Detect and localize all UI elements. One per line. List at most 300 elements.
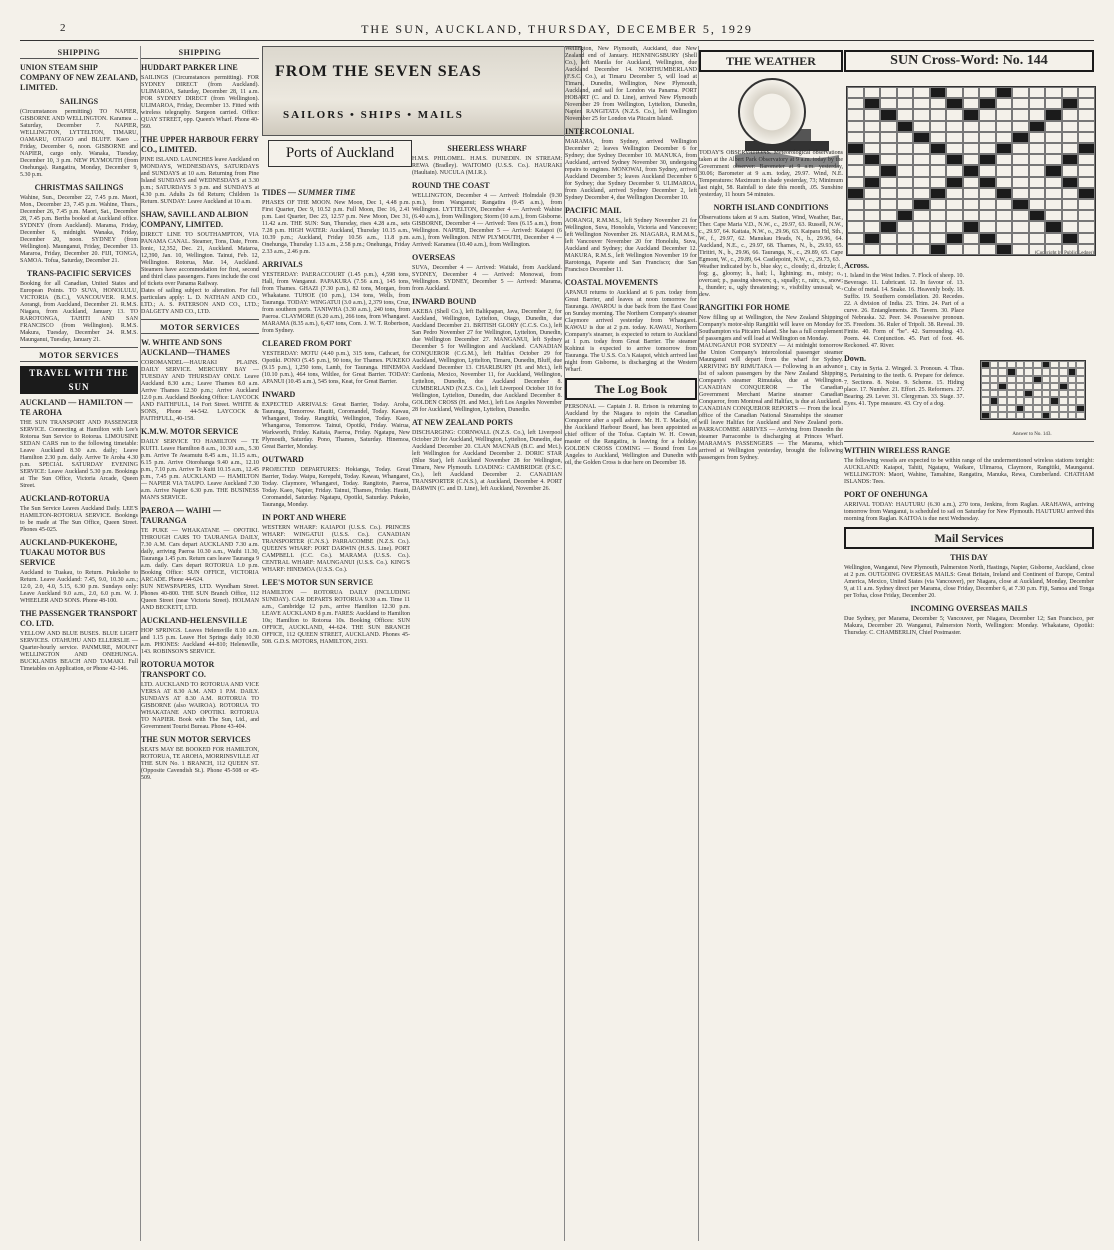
crossword-cell — [930, 87, 947, 98]
answer-cell — [990, 397, 999, 404]
answer-cell — [1076, 383, 1085, 390]
answer-cell — [998, 405, 1007, 412]
crossword-cell — [1045, 165, 1062, 176]
answer-cell — [1024, 361, 1033, 368]
crossword-cell — [930, 165, 947, 176]
crossword-cell — [1045, 98, 1062, 109]
crossword-cell — [1012, 244, 1029, 255]
answer-cell — [1068, 412, 1077, 419]
crossword-cell — [1029, 143, 1046, 154]
answer-cell — [1016, 368, 1025, 375]
ad-title: AUCKLAND — HAMILTON — TE AROHA — [20, 398, 133, 417]
crossword-cell — [897, 154, 914, 165]
crossword-cell — [930, 188, 947, 199]
answer-cell — [1033, 412, 1042, 419]
crossword-cell — [864, 188, 881, 199]
crossword-cell — [864, 199, 881, 210]
column-intercolonial — [564, 46, 697, 1241]
crossword-cell — [1062, 188, 1079, 199]
crossword-cell — [996, 210, 1013, 221]
crossword-cell — [1045, 143, 1062, 154]
article-body: AKEBA (Shell Co.), left Balikpapan, Java, December 2, for Auckland, Wellington, Lyttelton, Otago, Dunedin, due Auckland December 21. BRITISH GLORY (C.C.S. Co.), left San Pedro November 27 for Wellington, Lyttelton, Dunedin, due Wellington December 27. MANGANUI, left Sydney December 5 for Wellington and Auckland. CANADIAN CONQUEROR (C.G.M.), left Halifax October 29 for Auckland, Wellington, Lyttelton, Timaru, Dunedin, Bluff, due Auckland December 13. CHARLBURY (H. and Mct.), left Cardonia, Mexico, November 11, for Auckland, Wellington, Lyttelton, Dunedin, due Auckland December 8. CUMBERLAND (N.Z.S. Co.), left Liverpool October 18 for Wellington, Lyttelton, Dunedin, due Auckland December 8. GOLDEN CROSS (H. and Mct.), left Los Angeles November 28 for Auckland, Wellington, Lyttelton, Dunedin. — [412, 309, 562, 413]
crossword-cell — [913, 154, 930, 165]
answer-cell — [1042, 361, 1051, 368]
section-heading: COASTAL MOVEMENTS — [565, 278, 658, 287]
crossword-cell — [847, 98, 864, 109]
crossword-cell — [946, 244, 963, 255]
crossword-cell — [1078, 98, 1095, 109]
crossword-cell — [1012, 87, 1029, 98]
crossword-cell — [897, 109, 914, 120]
article-body: YESTERDAY: PAERACCOURT (1.45 p.m.), 4,598 tons, Hall, from Wanganui. PAPAKURA (7.56 a.m.), 145 tons, from Thames. GHAZI (7.30 p.m.), 82 tons, Morgan, from Whakatane. TUHOE (10 p.m.), 134 tons, Wells, from Tauranga. TODAY: WINGATUI (3.0 a.m.), 2,379 tons, Cruz, from southern ports. TANIWHA (3.30 a.m.), 240 tons, from Paeroa. CLAYMORE (6.20 a.m.), 266 tons, from Whangarei. MARAMA (8.35 a.m.), 6,437 tons, Com. J. W. T. Robertson, from Sydney. — [262, 272, 410, 334]
answer-cell — [1068, 376, 1077, 383]
article-body: WELLINGTON, December 4 — Arrived: Holmdale (9.30 p.m.), from Wanganui; Rangatira (9.45 a.m.), from Wellington. LYTTELTON, December 4 — Arrived: Wahine (6.40 a.m.), from Wellington; Storm (10 a.m.), from Gisborne. GISBORNE, December 4 — Arrived: Tees (6.15 a.m.), from Wellington. NAPIER, December 5 — Arrived: Kaiapoi (6 a.m.), from Wellington. NEW PLYMOUTH, December 4 — Arrived: Karamea (10.40 a.m.), from Wellington. — [412, 193, 562, 248]
answer-cell — [990, 405, 999, 412]
crossword-cell — [979, 109, 996, 120]
answer-cell — [1033, 383, 1042, 390]
article-body: TODAY'S OBSERVATIONS. Meteorological observations taken at the Albert Park Observatory at 9 a.m. today by the Government observer: Barometer at 9 a.m. yesterday, 30.06; Barometer at 9 a.m. today, 29.97. Wind, N.E. Temperatures: Maximum in shade yesterday, 73; Minimum last night, 58. Rainfall to date this month, .05. Sunshine yesterday, 11 hours 54 minutes. — [699, 150, 843, 198]
answer-cell — [1007, 390, 1016, 397]
crossword-cell — [1012, 188, 1029, 199]
crossword-cell — [963, 188, 980, 199]
crossword-cell — [930, 210, 947, 221]
crossword-cell — [1045, 188, 1062, 199]
crossword-cell — [979, 177, 996, 188]
article-body: LTD. AUCKLAND TO ROTORUA AND VICE VERSA AT 8.30 A.M. AND 1 P.M. DAILY. SUNDAYS AT 8.30 A.M. ROTORUA TO GISBORNE (also WAIROA). ROTORUA TO WHAKATANE AND OPOTIKI. ROTORUA TO NAPIER. Book with The Sun, Ltd., and Government Tourist Bureau. Phone 43-404. — [141, 682, 259, 730]
section-heading: ROUND THE COAST — [412, 181, 490, 190]
crossword-cell — [979, 244, 996, 255]
crossword-cell — [996, 121, 1013, 132]
answer-cell — [1068, 405, 1077, 412]
crossword-cell — [880, 165, 897, 176]
crossword-cell — [963, 210, 980, 221]
crossword-cell — [1062, 98, 1079, 109]
crossword-cell — [913, 210, 930, 221]
section-heading: NORTH ISLAND CONDITIONS — [713, 203, 829, 212]
crossword-cell — [979, 199, 996, 210]
crossword-cell — [996, 233, 1013, 244]
crossword-cell — [946, 210, 963, 221]
section-heading: SHEERLESS WHARF — [447, 144, 527, 153]
answer-cell — [998, 390, 1007, 397]
section-heading: INWARD BOUND — [412, 297, 477, 306]
crossword-cell — [930, 154, 947, 165]
crossword-cell — [847, 188, 864, 199]
crossword-cell — [1078, 177, 1095, 188]
crossword-cell — [1078, 154, 1095, 165]
article-body: Wellington, New Plymouth, Auckland, due New Zealand end of January. HENNINGSBURY (Shell Co.), left Manila for Auckland, Wellington, due Auckland December 14. NORTHUMBERLAND (F.S.C. Co.), at Timaru December 5, will load at Timaru, Dunedin, Wellington, New Plymouth, Auckland, and sail for London via Panama. PORT HOBART (C. and D. Line), arrived New Plymouth November 29 from Wellington, Lyttelton, Dunedin, Napier. RANGITATA (N.Z.S. Co.), left Wellington November 25 for London via Pitcairn Island. — [565, 46, 697, 122]
answer-cell — [1068, 368, 1077, 375]
crossword-cell — [897, 210, 914, 221]
crossword-cell — [946, 132, 963, 143]
crossword-cell — [1012, 221, 1029, 232]
crossword-cell — [847, 221, 864, 232]
weather-title: THE WEATHER — [699, 50, 843, 72]
section-heading: OUTWARD — [262, 455, 304, 464]
crossword-cell — [1012, 199, 1029, 210]
crossword-cell — [847, 109, 864, 120]
article-body: DISCHARGING: CORNWALL (N.Z.S. Co.), left Liverpool October 20 for Auckland, Wellington, Lyttelton, Dunedin, due Auckland December 20. CLAN MACNAB (B.C. and Mct.), left Wellington for Auckland December 2. DORIC STAR (Blue Star), left Auckland November 28 for Wellington, Timaru, New Plymouth. LOADING: CAMBRIDGE (F.S.C. Co.), left Auckland December 2. CANADIAN TRANSPORTER (C.N.S.), at Auckland, December 4. PORT DARWIN (C. and D. Line), left Auckland, November 26. — [412, 430, 562, 492]
crossword-cell — [897, 188, 914, 199]
article-body: DIRECT LINE TO SOUTHAMPTON, VIA PANAMA CANAL. Steamer, Tons, Date, From. Ionic, 12,352, Dec. 21, Auckland. Mataroa, 12,390, Jan. 10, Wellington. Tainui, Feb. 12, Wellington. Rotorua, Mar. 14, Auckland. Steamers have accommodation for first, second and third class passengers. Fares include the cost of tickets over Panama Railway. — [141, 232, 259, 287]
crossword-cell — [963, 165, 980, 176]
article-body: SAILINGS (Circumstances permitting). FOR SYDNEY DIRECT (from Auckland). ULIMAROA, Saturday, December 28, 11 a.m. FOR SYDNEY DIRECT (from Wellington). ULIMAROA, Friday, December 13. Fitted with wireless telegraphy. Surgeon carried. Office: QUAY STREET, opp. Queen's Wharf. Phone 40-560. — [141, 75, 259, 130]
crossword-cell — [1045, 233, 1062, 244]
answer-cell — [1024, 368, 1033, 375]
section-heading: THIS DAY — [950, 553, 988, 562]
crossword-cell — [1045, 221, 1062, 232]
crossword-cell — [1078, 143, 1095, 154]
answer-cell — [1050, 383, 1059, 390]
answer-cell — [998, 397, 1007, 404]
ad-title: AUCKLAND-HELENSVILLE — [141, 616, 248, 625]
crossword-cell — [1062, 233, 1079, 244]
crossword-cell — [880, 177, 897, 188]
answer-cell — [981, 383, 990, 390]
article-body: TE PUKE — WHAKATANE — OPOTIKI. THROUGH CARS TO TAURANGA DAILY, 7.30 A.M. Cars depart AUCKLAND 7.30 a.m. daily, arriving Paeroa 10.30 a.m., Waihi 11.30, Tauranga 1.45 p.m. Return cars leave Tauranga 9 a.m. daily. Cars depart ROTORUA 1.0 p.m. Booking Office: SUN OFFICE, VICTORIA ARCADE. Phone 44-624. — [141, 528, 259, 583]
crossword-cell — [1078, 132, 1095, 143]
answer-cell — [981, 390, 990, 397]
article-body: Auckland to Tuakau, to Return. Pukekohe to Return. Leave Auckland: 7.45, 9.0, 10.30 a.m.; 12.0, 2.0, 4.0, 5.15, 6.30 p.m. Sundays only: Leave Auckland 9.0 a.m., 2.0, 6.0 p.m. W. J. WHEELER AND SONS. Phone 48-100. — [20, 570, 138, 604]
answer-cell — [1068, 390, 1077, 397]
crossword-cell — [1078, 244, 1095, 255]
illustration-subtitle: SAILORS • SHIPS • MAILS — [283, 109, 464, 121]
answer-cell — [981, 361, 990, 368]
crossword-cell — [963, 121, 980, 132]
answer-cell — [981, 368, 990, 375]
crossword-cell — [1045, 121, 1062, 132]
masthead: THE SUN, AUCKLAND, THURSDAY, DECEMBER 5, 1929 — [361, 22, 753, 36]
crossword-cell — [996, 221, 1013, 232]
answer-cell — [1050, 376, 1059, 383]
crossword-cell — [996, 199, 1013, 210]
crossword-cell — [963, 87, 980, 98]
crossword-cell — [996, 143, 1013, 154]
crossword-cell — [913, 199, 930, 210]
across-clues: 1. Island in the West Indies. 7. Flock of sheep. 10. Beverage. 11. Lubricant. 12. In favour of. 13. Cube of metal. 14. Snake. 16. Heavenly body. 18. Suffix. 19. Southern constellation. 20. Recedes. 22. A division of India. 23. Trim. 24. Part of a curve. 26. Entanglements. 28. Tavern. 30. Place of Nebraska. 32. Peer. 34. Possessive pronoun. 35. Freedom. 36. Ruler of Tripoli. 38. Reveal. 39. Finite. 40. Form of "be". 42. Surrounding. 43. Poem. 44. Conjunction. 45. Part of foot. 46. Reckoned. 47. River. — [844, 273, 964, 349]
answer-cell — [1007, 383, 1016, 390]
article-body: COROMANDEL—HAURAKI PLAINS. DAILY SERVICE. MERCURY BAY — TUESDAY AND THURSDAY ONLY. Leave Auckland 8.30 a.m.; Leave Thames 8.0 a.m. Arrive Thames 12.30 p.m.; Arrive Auckland 12.0 p.m. Auckland Booking Office: LAYCOCK AND FAITHFULL, 14 Fort Street. WHITE & SONS, Phone 44-542. LAYCOCK & FAITHFULL, 40-158. — [141, 360, 259, 422]
crossword-cell — [996, 154, 1013, 165]
crossword-cell — [963, 221, 980, 232]
crossword-cell — [1062, 177, 1079, 188]
crossword-cell — [963, 177, 980, 188]
crossword-cell — [979, 233, 996, 244]
answer-cell — [990, 390, 999, 397]
ad-title: THE PASSENGER TRANSPORT CO. LTD. — [20, 609, 138, 628]
copyright-credit: (Copyright by Public Ledger) — [1034, 251, 1094, 256]
crossword-cell — [913, 244, 930, 255]
answer-cell — [1059, 412, 1068, 419]
answer-cell — [1024, 412, 1033, 419]
crossword-cell — [1062, 165, 1079, 176]
section-heading: SAILINGS — [59, 97, 99, 106]
answer-cell — [998, 376, 1007, 383]
section-heading: INCOMING OVERSEAS MAILS — [910, 604, 1028, 613]
section-heading: AT NEW ZEALAND PORTS — [412, 418, 513, 427]
article-body: MAUNGANUI FOR SYDNEY — At midnight tomorrow the Union Company's intercolonial passenger steamer Maunganui will depart from the wharf for Sydney. ARRIVING BY RIMUTAKA — Following is an advance list of saloon passengers by the New Zealand Shipping Company's steamer Rimutaka, due at Wellington. CANADIAN CONQUEROR — The Canadian Government Merchant Marine steamer Canadian Conqueror, from Montreal and Halifax, is due at Auckland. — [699, 343, 843, 405]
crossword-cell — [1029, 109, 1046, 120]
answer-cell — [1016, 361, 1025, 368]
answer-label: Answer to No. 143. — [1012, 432, 1052, 437]
answer-cell — [1007, 405, 1016, 412]
answer-cell — [981, 397, 990, 404]
crossword-cell — [1062, 121, 1079, 132]
crossword-cell — [847, 244, 864, 255]
ad-title: THE UPPER HARBOUR FERRY CO., LIMITED. — [141, 135, 259, 154]
ad-title: HUDDART PARKER LINE — [141, 63, 238, 72]
article-body: Booking for all Canadian, United States and European Points. TO SUVA, HONOLULU, VICTORIA (B.C.), VANCOUVER. R.M.S. Aorangi, from Auckland, December 21. R.M.S. Niagara, from Auckland, January 13. TO RAROTONGA, TAHITI AND SAN FRANCISCO (from Wellington). R.M.S. Makura, Tuesday, December 24. R.M.S. Maunganui, Tuesday, January 21. — [20, 281, 138, 343]
crossword-cell — [979, 132, 996, 143]
crossword-cell — [946, 87, 963, 98]
column-heading: SHIPPING — [141, 48, 259, 59]
answer-cell — [990, 383, 999, 390]
section-heading: PORT OF ONEHUNGA — [844, 490, 928, 499]
article-body: The following vessels are expected to be within range of the undermentioned wireless stations tonight: AUCKLAND: Kaiapoi, Tahiti, Ngatapu, Waikare, Ulimaroa, Claymore, Rangitiki, Maunganui. WELLINGTON: Maori, Wahine, Tamahine, Rangatira, Manuka, Rewa, Cumberland. CHATHAM ISLANDS: Tees. — [844, 458, 1094, 485]
crossword-cell — [864, 132, 881, 143]
crossword-grid — [846, 86, 1096, 256]
crossword-cell — [1062, 132, 1079, 143]
answer-cell — [1033, 405, 1042, 412]
crossword-cell — [1029, 98, 1046, 109]
crossword-cell — [864, 165, 881, 176]
article-body: SUN NEWSPAPERS, LTD. Wyndham Street. Phones 40-800. THE SUN Branch Office, 112 Queen Street (near Victoria Street). HOLMAN AND BECKETT, LTD. — [141, 584, 259, 611]
crossword-cell — [847, 233, 864, 244]
crossword-cell — [1029, 188, 1046, 199]
crossword-cell — [1078, 233, 1095, 244]
crossword-cell — [1078, 121, 1095, 132]
article-body: PINE ISLAND. LAUNCHES leave Auckland on MONDAYS, WEDNESDAYS, SATURDAYS and SUNDAYS at 10 a.m. Returning from Pine Island SUNDAYS and WEDNESDAYS at 3.30 p.m.; SATURDAYS 3 p.m. and SUNDAYS at 4.30 p.m. Adults 2s 6d Return; Children 1s Return. SUNDAY: Leave Auckland at 10 a.m. — [141, 157, 259, 205]
crossword-cell — [1062, 199, 1079, 210]
crossword-cell — [930, 132, 947, 143]
article-body: PROJECTED DEPARTURES: Hokianga, Today. Great Barrier, Today. Waipu, Kerepehi, Today. Kawau, Whangarei, Today. Claymore, Whangarei, Today. Rangitoto, Paeroa, Today. Kaeo, Napier, Friday. Tainui, Thames, Friday. Hauiti, Coromandel, Saturday. Ngatapu, Opotiki, Saturday. Pukeko, Tauranga, Monday. — [262, 467, 410, 508]
crossword-cell — [897, 233, 914, 244]
crossword-cell — [1029, 210, 1046, 221]
crossword-cell — [996, 188, 1013, 199]
column-weather — [698, 46, 843, 1241]
answer-cell — [1050, 397, 1059, 404]
answer-cell — [1059, 361, 1068, 368]
answer-cell — [1024, 397, 1033, 404]
crossword-cell — [897, 244, 914, 255]
illustration-title: FROM THE SEVEN SEAS — [275, 63, 482, 80]
answer-cell — [1076, 397, 1085, 404]
answer-cell — [1042, 376, 1051, 383]
crossword-cell — [979, 154, 996, 165]
crossword-cell — [930, 244, 947, 255]
crossword-cell — [930, 199, 947, 210]
seven-seas-illustration — [262, 46, 582, 136]
down-clues: 1. City in Syria. 2. Winged. 3. Pronoun. 4. Thus. 5. Pertaining to the teeth. 6. Prepare for defence. 7. Sections. 8. Noise. 9. Scheme. 15. Hiding place. 17. Number. 21. Effort. 25. Reformers. 27. Bearing. 29. Lever. 31. Clergyman. 33. Stage. 37. Eyes. 41. Type measure. 43. Cry of a dog. — [844, 366, 964, 407]
answer-cell — [1024, 405, 1033, 412]
crossword-cell — [1029, 154, 1046, 165]
section-heading: ARRIVALS — [262, 260, 303, 269]
crossword-cell — [1078, 188, 1095, 199]
article-body: ARRIVAL TODAY: HAUTURU (6.30 a.m.), 270 tons, Jenkins, from Raglan. ARAHAWA, arriving tomorrow from Wanganui, is scheduled to sail on Saturday for New Plymouth. HAUTURU arrived this morning from Raglan. KAITOA is due next Wednesday. — [844, 502, 1094, 522]
article-body: HOP SPRINGS. Leaves Helensville 8.10 a.m. and 1.15 p.m. Leave Hot Springs daily 10.30 a.m. PHONES: Auckland 44-810; Helensville, 143. ROBINSON'S SERVICE. — [141, 628, 259, 655]
answer-cell — [1007, 361, 1016, 368]
ad-title: SHAW, SAVILL AND ALBION COMPANY, LIMITED. — [141, 210, 249, 229]
crossword-cell — [880, 87, 897, 98]
crossword-cell — [864, 154, 881, 165]
answer-cell — [998, 361, 1007, 368]
answer-cell — [1050, 368, 1059, 375]
answer-cell — [1016, 412, 1025, 419]
column-heading: MOTOR SERVICES — [141, 323, 259, 334]
answer-cell — [1076, 368, 1085, 375]
answer-cell — [998, 383, 1007, 390]
ad-title: W. WHITE AND SONS AUCKLAND—THAMES — [141, 338, 230, 357]
crossword-cell — [963, 132, 980, 143]
crossword-cell — [979, 98, 996, 109]
ports-of-auckland-title: Ports of Auckland — [268, 140, 412, 167]
page-header — [20, 22, 1094, 41]
clues-heading: Down. — [844, 354, 867, 363]
crossword-cell — [1045, 177, 1062, 188]
crossword-cell — [996, 177, 1013, 188]
crossword-cell — [864, 210, 881, 221]
answer-cell — [1059, 383, 1068, 390]
log-book-title: The Log Book — [565, 378, 697, 400]
crossword-cell — [946, 143, 963, 154]
crossword-cell — [913, 87, 930, 98]
column-ports — [262, 140, 410, 1240]
crossword-cell — [913, 177, 930, 188]
answer-cell — [1059, 376, 1068, 383]
crossword-cell — [864, 244, 881, 255]
answer-cell — [1076, 390, 1085, 397]
crossword-cell — [880, 121, 897, 132]
crossword-cell — [847, 165, 864, 176]
crossword-cell — [946, 165, 963, 176]
crossword-cell — [847, 132, 864, 143]
crossword-cell — [996, 109, 1013, 120]
article-body: Weather indicated by: b., blue sky; c., cloudy; d., drizzle; f., fog; g., gloomy; h., hail; l., lightning; m., misty; o., overcast; p., passing showers; q., squally; r., rain; s., snow; t., thunder; u., ugly threatening; v., visibility unusual; w., dew. — [699, 264, 843, 298]
crossword-cell — [1012, 143, 1029, 154]
article-body: H.M.S. PHILOMEL. H.M.S. DUNEDIN. IN STREAM: REWA (Bradley). WAITOMO (U.S.S. Co.). HAURAKI (Haultain). NUCULA (M.I.R.). — [412, 156, 562, 176]
section-heading: TIDES — SUMMER TIME — [262, 188, 356, 197]
crossword-cell — [1029, 221, 1046, 232]
crossword-cell — [864, 221, 881, 232]
crossword-cell — [913, 109, 930, 120]
crossword-cell — [963, 199, 980, 210]
column-shipping-1 — [20, 46, 138, 1241]
answer-cell — [1007, 376, 1016, 383]
crossword-cell — [1045, 132, 1062, 143]
crossword-cell — [913, 165, 930, 176]
crossword-cell — [996, 244, 1013, 255]
crossword-cell — [930, 143, 947, 154]
crossword-cell — [996, 132, 1013, 143]
article-body: YELLOW AND BLUE BUSES. BLUE LIGHT SERVICES. OTAHUHU AND ELLERSLIE — Quarter-hourly service. PANMURE, MOUNT WELLINGTON AND ONEHUNGA. BUCKLANDS BEACH AND TAMAKI. Full Timetables on Application, or Phone 42-146. — [20, 631, 138, 672]
travel-banner: TRAVEL WITH THE SUN — [20, 366, 138, 394]
crossword-cell — [880, 98, 897, 109]
page-number: 2 — [60, 22, 66, 34]
crossword-cell — [1029, 121, 1046, 132]
answer-cell — [1076, 361, 1085, 368]
crossword-cell — [1045, 87, 1062, 98]
crossword-cell — [996, 165, 1013, 176]
answer-cell — [1042, 390, 1051, 397]
crossword-cell — [1029, 199, 1046, 210]
section-heading: RANGITIKI FOR HOME — [699, 303, 790, 312]
crossword-cell — [946, 177, 963, 188]
crossword-cell — [1062, 154, 1079, 165]
crossword-cell — [864, 121, 881, 132]
answer-cell — [990, 412, 999, 419]
column-shipping-2 — [140, 46, 259, 1241]
crossword-cell — [897, 98, 914, 109]
crossword-cell — [963, 244, 980, 255]
crossword-cell — [1012, 121, 1029, 132]
section-heading: INWARD — [262, 390, 296, 399]
crossword-cell — [1062, 244, 1079, 255]
answer-cell — [1042, 368, 1051, 375]
answer-cell — [1042, 383, 1051, 390]
answer-cell — [998, 412, 1007, 419]
answer-cell — [990, 368, 999, 375]
article-body: Due Sydney, per Marama, December 5; Vancouver, per Niagara, December 12; San Francisco, per Makura, December 20. Wanganui, Palmerston North, Wellington: Monday. Whakatane, Opotiki: Thursday. C. CHAMBERLIN, Chief Postmaster. — [844, 616, 1094, 636]
answer-cell — [1024, 376, 1033, 383]
answer-cell — [1042, 405, 1051, 412]
crossword-cell — [880, 244, 897, 255]
article-body: SEATS MAY BE BOOKED FOR HAMILTON, ROTORUA, TE AROHA, MORRINSVILLE AT THE SUN No. 1 BRANCH, 112 QUEEN ST. (Opposite Cavendish St.). Phone 45-508 or 45-509. — [141, 747, 259, 781]
column-coast — [412, 140, 562, 1240]
crossword-cell — [880, 199, 897, 210]
crossword-cell — [897, 132, 914, 143]
crossword-cell — [913, 233, 930, 244]
answer-cell — [1042, 397, 1051, 404]
crossword-cell — [880, 221, 897, 232]
crossword-cell — [880, 109, 897, 120]
crossword-cell — [1045, 210, 1062, 221]
crossword-cell — [1012, 154, 1029, 165]
section-heading: TRANS-PACIFIC SERVICES — [26, 269, 132, 278]
answer-cell — [1050, 405, 1059, 412]
answer-cell — [1076, 376, 1085, 383]
article-body: CANADIAN CONQUEROR REPORTS — From the local office of the Canadian National Steamships the steamer will leave Halifax for Auckland and New Zealand ports. PARRACOMBE ARRIVES — Arriving from Dunedin the steamer Parracombe is discharging at Princes Wharf. MARAMA'S PASSENGERS — The Marama, which arrived at Wellington yesterday, brought the following passengers from Sydney. — [699, 406, 843, 461]
crossword-cell — [1045, 154, 1062, 165]
ad-title: AUCKLAND-PUKEKOHE, TUAKAU MOTOR BUS SERVICE — [20, 538, 118, 567]
crossword-cell — [979, 121, 996, 132]
crossword-cell — [1062, 143, 1079, 154]
crossword-cell — [880, 210, 897, 221]
answer-cell — [1059, 397, 1068, 404]
answer-cell — [1068, 361, 1077, 368]
crossword-cell — [946, 98, 963, 109]
column-heading: SHIPPING — [20, 48, 138, 59]
crossword-cell — [1045, 199, 1062, 210]
answer-cell — [1033, 390, 1042, 397]
crossword-cell — [1012, 233, 1029, 244]
answer-cell — [1016, 397, 1025, 404]
answer-cell — [1033, 397, 1042, 404]
crossword-cell — [864, 143, 881, 154]
crossword-cell — [913, 221, 930, 232]
answer-cell — [1050, 361, 1059, 368]
answer-cell — [1059, 405, 1068, 412]
crossword-cell — [1078, 109, 1095, 120]
answer-cell — [1059, 390, 1068, 397]
mail-services-title: Mail Services — [844, 527, 1094, 549]
crossword-cell — [1029, 165, 1046, 176]
answer-cell — [1068, 383, 1077, 390]
crossword-cell — [1012, 98, 1029, 109]
crossword-cell — [963, 98, 980, 109]
answer-grid — [980, 360, 1086, 420]
crossword-cell — [930, 177, 947, 188]
crossword-cell — [880, 188, 897, 199]
